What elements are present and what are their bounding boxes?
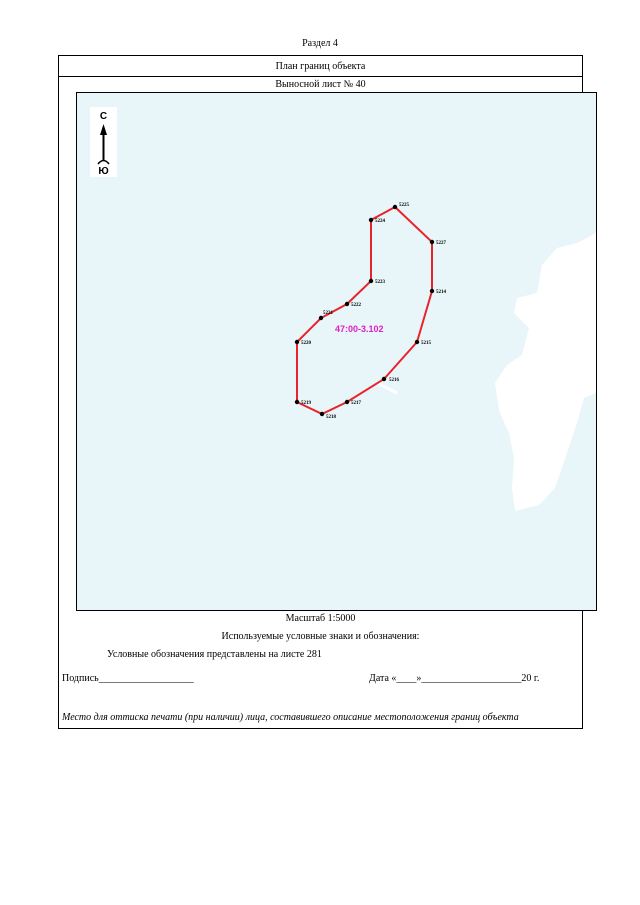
parcel-number-label: 47:00-3.102 — [335, 324, 384, 334]
land-edge — [377, 383, 397, 393]
boundary-point-marker — [382, 377, 386, 381]
land-area — [495, 233, 596, 511]
section-title: Раздел 4 — [302, 38, 338, 49]
boundary-point-marker — [430, 240, 434, 244]
plan-title: План границ объекта — [59, 56, 582, 77]
boundary-plan-frame — [58, 55, 583, 729]
compass-north-label: С — [99, 111, 108, 122]
map-view — [76, 92, 597, 611]
boundary-point-label: 5223 — [375, 280, 385, 285]
sheet-title: Выносной лист № 40 — [275, 79, 366, 90]
boundary-point-marker — [320, 412, 324, 416]
boundary-point-label: 5214 — [436, 290, 446, 295]
boundary-point-marker — [393, 205, 397, 209]
boundary-point-label: 5225 — [399, 203, 409, 208]
boundary-point-marker — [295, 340, 299, 344]
date-line: Дата «____»____________________20 г. — [369, 673, 540, 684]
signature-line: Подпись___________________ — [62, 673, 194, 684]
boundary-point-label: 5222 — [351, 303, 361, 308]
boundary-point-label: 5219 — [301, 401, 311, 406]
boundary-point-marker — [369, 218, 373, 222]
boundary-point-marker — [415, 340, 419, 344]
boundary-point-marker — [369, 279, 373, 283]
boundary-point-marker — [295, 400, 299, 404]
boundary-point-label: 5216 — [389, 378, 399, 383]
boundary-point-marker — [430, 289, 434, 293]
legend-title: Используемые условные знаки и обозначения: — [221, 631, 420, 642]
boundary-point-label: 5220 — [301, 341, 311, 346]
boundary-point-label: 5224 — [375, 219, 385, 224]
north-arrow-icon — [90, 107, 117, 177]
parcel-boundary-line — [297, 207, 432, 414]
boundary-point-label: 5227 — [436, 241, 446, 246]
map-scale: Масштаб 1:5000 — [285, 613, 356, 624]
boundary-point-marker — [319, 316, 323, 320]
boundary-point-marker — [345, 302, 349, 306]
map-canvas — [77, 93, 596, 610]
stamp-place-note: Место для оттиска печати (при наличии) лица, составившего описание местоположения границ объекта — [62, 712, 519, 723]
legend-note: Условные обозначения представлены на листе 281 — [107, 649, 322, 660]
boundary-point-label: 5215 — [421, 341, 431, 346]
boundary-point-label: 5218 — [326, 415, 336, 420]
compass — [90, 107, 117, 177]
boundary-point-label: 5221 — [323, 311, 333, 316]
compass-south-label: Ю — [98, 166, 109, 177]
boundary-point-marker — [345, 400, 349, 404]
boundary-point-label: 5217 — [351, 401, 361, 406]
